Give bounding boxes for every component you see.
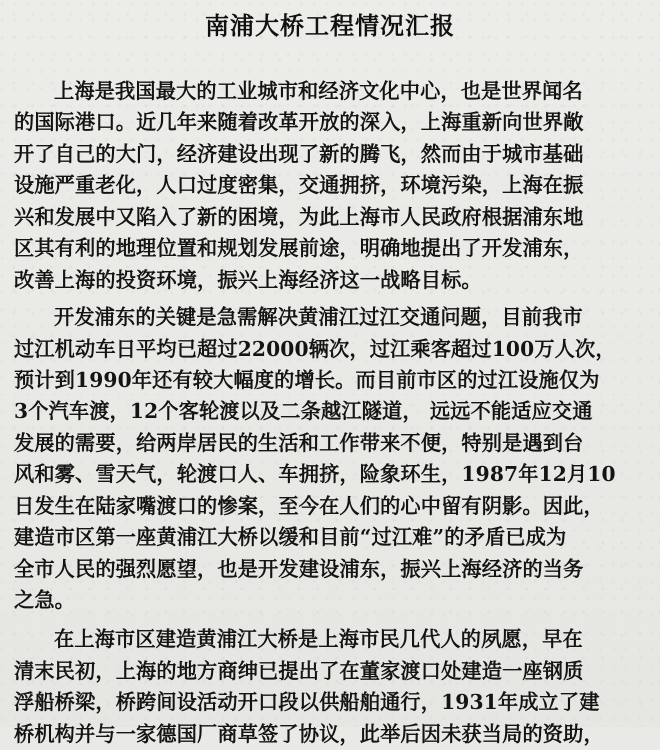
text-line: 日发生在陆家嘴渡口的惨案，至今在人们的心中留有阴影。因此， [14,493,604,518]
document-body [14,76,648,746]
text-line: 开发浦东的关键是急需解决黄浦江过江交通问题，目前我市 [54,305,583,330]
text-line: 发展的需要，给两岸居民的生活和工作带来不便，特别是遇到台 [14,430,584,455]
paragraph-3 [14,624,648,750]
text-line: 预计到1990年还有较大幅度的增长。而目前市区的过江设施仅为 [14,367,600,392]
text-line: 区其有利的地理位置和规划发展前途，明确地提出了开发浦东， [14,236,584,261]
text-line: 在上海市区建造黄浦江大桥是上海市民几代人的夙愿，早在 [54,627,583,652]
text-line: 开了自己的大门，经济建设出现了新的腾飞，然而由于城市基础 [14,141,584,166]
text-line: 建造市区第一座黄浦江大桥以缓和目前“过江难”的矛盾已成为 [14,525,567,550]
text-line: 清末民初，上海的地方商绅已提出了在董家渡口处建造一座钢质 [14,658,584,683]
paragraph-2 [14,302,648,616]
text-line: 风和雾、雪天气，轮渡口人、车拥挤，险象环生，1987年12月10 [14,462,616,487]
text-line: 3个汽车渡，12个客轮渡以及二条越江隧道， 远远不能适应交通 [14,399,593,424]
text-line: 过江机动车日平均已超过22000辆次，过江乘客超过100万人次， [14,336,616,361]
text-line: 设施严重老化，人口过度密集，交通拥挤，环境污染，上海在振 [14,173,584,198]
text-line: 改善上海的投资环境，振兴上海经济这一战略目标。 [14,267,482,292]
document-title: 南浦大桥工程情况汇报 [205,12,455,40]
text-line: 浮船桥梁，桥跨间设活动开口段以供船舶通行，1931年成立了建 [14,690,600,715]
text-line: 的国际港口。近几年来随着改革开放的深入，上海重新向世界敞 [14,110,584,135]
text-line: 之急。 [14,588,76,612]
text-line: 兴和发展中又陷入了新的困境，为此上海市人民政府根据浦东地 [14,204,584,229]
paragraph-1 [14,76,648,296]
text-line: 上海是我国最大的工业城市和经济文化中心，也是世界闻名 [54,79,583,103]
text-line: 桥机构并与一家德国厂商草签了协议，此举后因未获当局的资助， [14,721,604,746]
text-line: 全市人民的强烈愿望，也是开发建设浦东，振兴上海经济的当务 [14,556,584,581]
